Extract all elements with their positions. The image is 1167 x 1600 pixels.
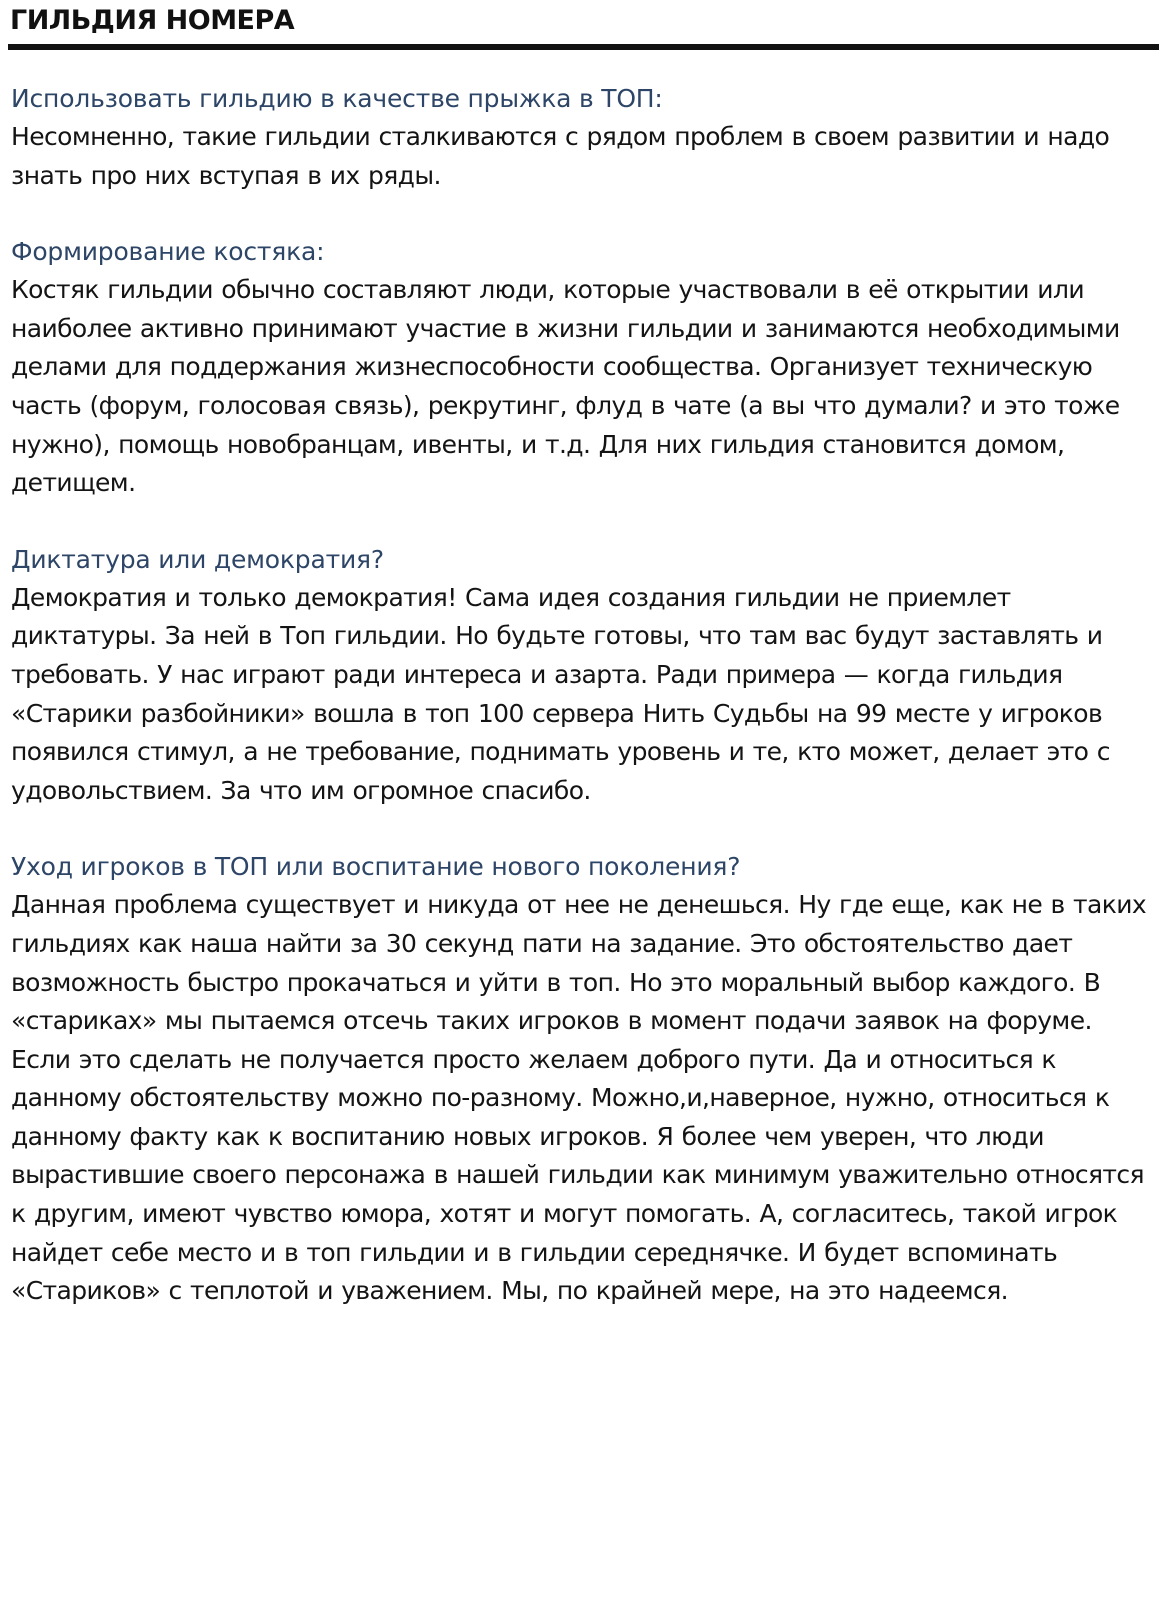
page-title: ГИЛЬДИЯ НОМЕРА (10, 5, 295, 36)
section-top-jump (11, 80, 1157, 195)
section-dictatorship-democracy (11, 541, 1157, 811)
section-players-leaving (11, 848, 1157, 1311)
section-body: Костяк гильдии обычно составляют люди, которые участвовали в её открытии или наиболее активно принимают участие в жизни гильдии и занимаются необходимыми делами для поддержания жизнеспособности сообщества. Организует техническую часть (форум, голосовая связь), рекрутинг, флуд в чате (а вы что думали? и это тоже нужно), помощь новобранцам, ивенты, и т.д. Для них гильдия становится домом, детищем. (11, 275, 1120, 498)
title-divider (8, 44, 1159, 50)
section-heading: Диктатура или демократия? (11, 544, 384, 574)
article-content (11, 80, 1157, 1349)
section-heading: Уход игроков в ТОП или воспитание нового поколения? (11, 852, 741, 882)
section-body: Данная проблема существует и никуда от нее не денешься. Ну где еще, как не в таких гильдиях как наша найти за 30 секунд пати на задание. Это обстоятельство дает возможность быстро прокачаться и уйти в топ. Но это моральный выбор каждого. В «стариках» мы пытаемся отсечь таких игроков в момент подачи заявок на форуме. Если это сделать не получается просто желаем доброго пути. Да и относиться к данному обстоятельству можно по-разному. Можно,и,наверное, нужно, относиться к данному факту как к воспитанию новых игроков. Я более чем уверен, что люди вырастившие своего персонажа в нашей гильдии как минимум уважительно относятся к другим, имеют чувство юмора, хотят и могут помогать. А, согласитесь, такой игрок найдет себе место и в топ гильдии и в гильдии середнячке. И будет вспоминать «Стариков» с теплотой и уважением. Мы, по крайней мере, на это надеемся. (11, 890, 1147, 1306)
section-body: Демократия и только демократия! Сама идея создания гильдии не приемлет диктатуры. За ней в Топ гильдии. Но будьте готовы, что там вас будут заставлять и требовать. У нас играют ради интереса и азарта. Ради примера — когда гильдия «Старики разбойники» вошла в топ 100 сервера Нить Судьбы на 99 месте у игроков появился стимул, а не требование, поднимать уровень и те, кто может, делает это с удовольствием. За что им огромное спасибо. (11, 582, 1110, 805)
section-heading: Формирование костяка: (11, 237, 325, 267)
section-core-forming (11, 233, 1157, 503)
section-heading: Использовать гильдию в качестве прыжка в ТОП: (11, 84, 663, 113)
section-body: Несомненно, такие гильдии сталкиваются с рядом проблем в своем развитии и надо знать про них вступая в их ряды. (11, 122, 1110, 190)
